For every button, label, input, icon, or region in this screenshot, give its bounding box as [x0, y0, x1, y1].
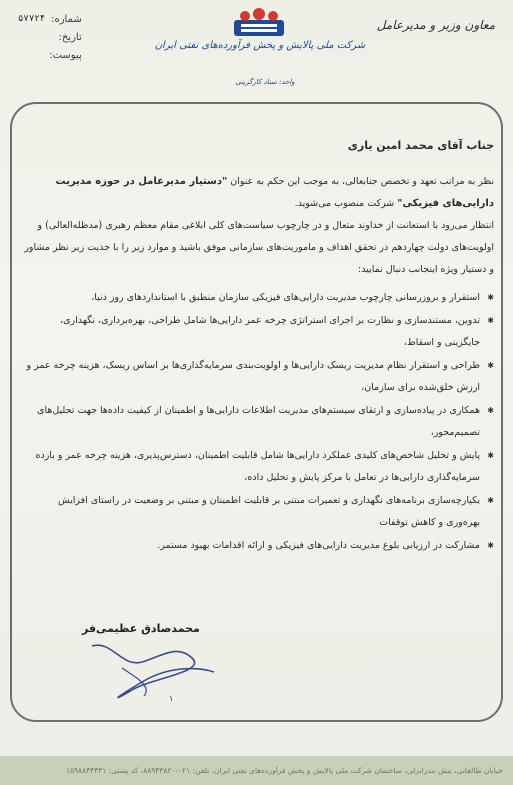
page-number: ۱ [169, 694, 174, 703]
office-unit: واحد: ستاد کارگزینی [235, 78, 295, 86]
list-item: ✱ پایش و تحلیل شاخص‌های کلیدی عملکرد دارایی‌ها شامل قابلیت اطمینان، دسترس‌پذیری، هزینه چرخه عمر و بازده سرمایه‌گذاری دارایی‌ها در تعامل با مرکز پایش و تحلیل داده، [24, 445, 494, 489]
intro-paragraph [24, 171, 494, 215]
list-item: ✱ تدوین، مستندسازی و نظارت بر اجرای استراتژی چرخه عمر دارایی‌ها شامل طراحی، بهره‌برداری، نگهداری، جایگزینی و اسقاط، [24, 310, 494, 354]
list-item: ✱ طراحی و استقرار نظام مدیریت ریسک دارایی‌ها و اولویت‌بندی سرمایه‌گذاری‌ها بر اساس ریسک، هزینه چرخه عمر و ارزش خلق‌شده برای سازمان، [24, 355, 494, 399]
list-item: ✱ استقرار و بروزرسانی چارچوب مدیریت دارایی‌های فیزیکی سازمان منطبق با استانداردهای روز دنیا، [24, 287, 494, 309]
letterhead [0, 0, 513, 108]
reference-block [18, 10, 82, 64]
deputy-title: معاون وزیر و مدیرعامل [376, 18, 495, 32]
intro-text-1: نظر به مراتب تعهد و تخصص جنابعالی، به موجب این حکم به عنوان [227, 176, 494, 187]
task-list [24, 287, 494, 557]
list-item: ✱ همکاری در پیاده‌سازی و ارتقای سیستم‌های مدیریت اطلاعات دارایی‌ها و اطمینان از کیفیت داده‌ها جهت تحلیل‌های تصمیم‌محور، [24, 400, 494, 444]
attachment-label: پیوست: [49, 49, 82, 61]
greeting: جناب آقای محمد امین یاری [347, 139, 494, 152]
expectations-paragraph: انتظار می‌رود با استعانت از خداوند متعال و در چارچوب سیاست‌های کلی ابلاغی مقام معظم رهبری (مدظله‌العالی) و اولویت‌های دولت چهاردهم در تحقق اهداف و ماموریت‌های سازمانی موفق باشید و موارد زیر را با جدیت زیر نظر مشاور و دستیار ویژه اینجانب دنبال نمایید: [24, 220, 494, 275]
signatory-name: محمدصادق عظیمی‌فر [82, 622, 200, 635]
letter-body [24, 135, 494, 558]
ref-label: شماره: [51, 13, 82, 25]
footer-bar [0, 756, 513, 785]
ref-number: ۵۷۷۲۴ [18, 14, 46, 24]
list-item: ✱ یکپارچه‌سازی برنامه‌های نگهداری و تعمیرات مبتنی بر قابلیت اطمینان و مبتنی بر وضعیت در راستای افزایش بهره‌وری و کاهش توقفات [24, 490, 494, 534]
intro-text-2: شرکت منصوب می‌شوید. [294, 198, 398, 209]
position-title: "دستیار مدیرعامل در حوزه مدیریت دارایی‌های فیزیکی" [55, 176, 494, 209]
company-logo-icon [232, 6, 286, 40]
list-item: ✱ مشارکت در ارزیابی بلوغ مدیریت دارایی‌های فیزیکی و ارائه اقدامات بهبود مستمر. [24, 535, 494, 557]
date-label: تاریخ: [58, 31, 82, 43]
signature-icon [82, 638, 222, 702]
company-name: شرکت ملی پالایش و پخش فرآورده‌های نفتی ایران [154, 40, 366, 51]
footer-address: خیابان طالقانی، نبش بندرانزلی، ساختمان شرکت ملی پالایش و پخش فرآورده‌های نفتی ایران، تلفن: ۰۲۱-۸۸۹۴۳۸۲۰، کد پستی: ۱۵۹۸۸۴۴۳۳۱ [65, 766, 503, 775]
